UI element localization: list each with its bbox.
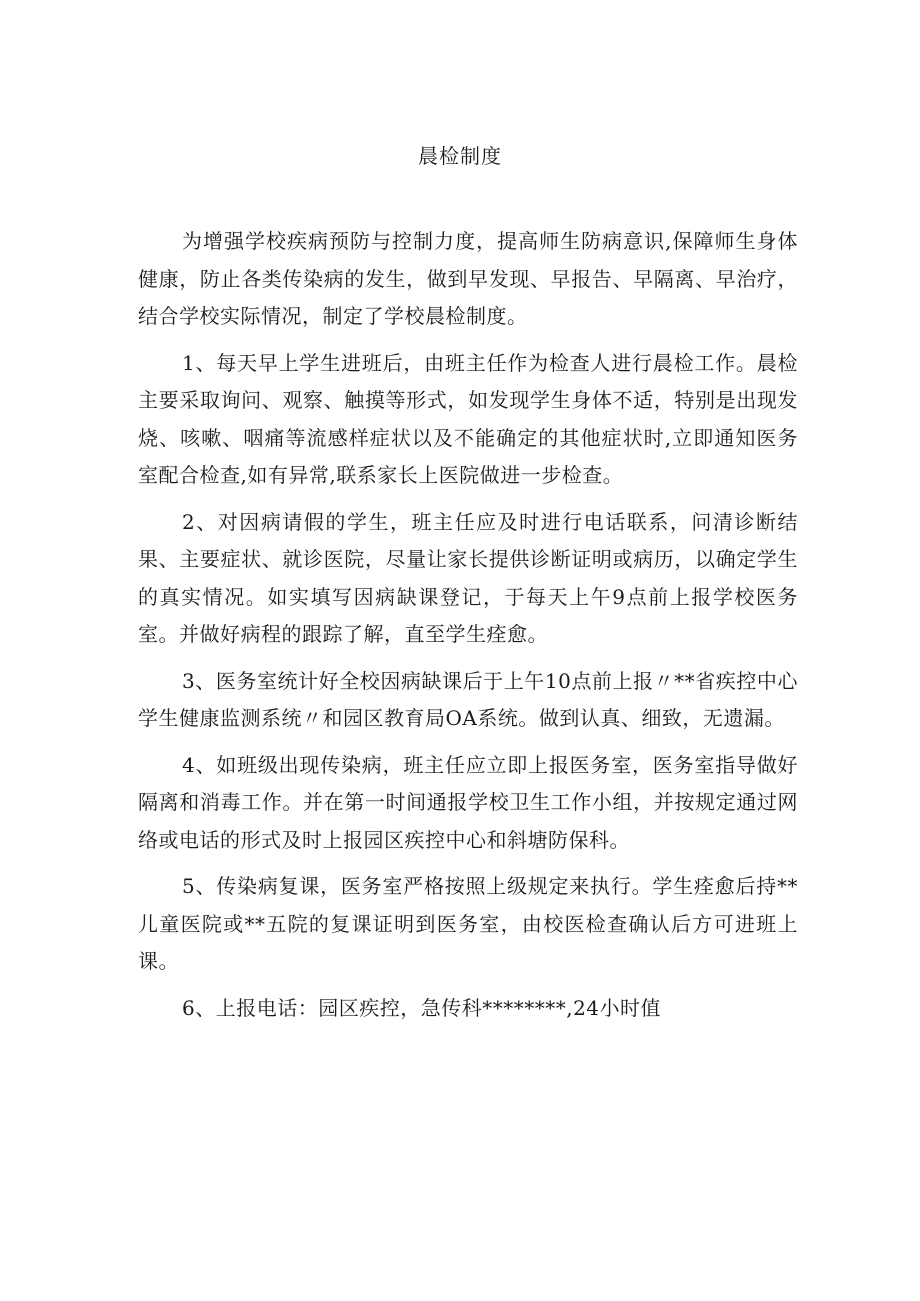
document-title: 晨检制度 [418, 144, 502, 168]
intro-paragraph: 为增强学校疾病预防与控制力度，提高师生防病意识,保障师生身体健康，防止各类传染病的发生，做到早发现、早报告、早隔离、早治疗，结合学校实际情况，制定了学校晨检制度。 [138, 229, 798, 328]
rule-4-paragraph: 4、如班级出现传染病，班主任应立即上报医务室，医务室指导做好隔离和消毒工作。并在第一时间通报学校卫生工作小组，并按规定通过网络或电话的形式及时上报园区疾控中心和斜塘防保科。 [138, 752, 798, 852]
rule-3-paragraph: 3、医务室统计好全校因病缺课后于上午10点前上报〃**省疾控中心学生健康监测系统〃和园区教育局OA系统。做到认真、细致，无遗漏。 [138, 668, 798, 730]
document-body [138, 223, 798, 1036]
rule-1-paragraph: 1、每天早上学生进班后，由班主任作为检查人进行晨检工作。晨检主要采取询问、观察、触摸等形式，如发现学生身体不适，特别是出现发烧、咳嗽、咽痛等流感样症状以及不能确定的其他症状时,立即通知医务室配合检查,如有异常,联系家长上医院做进一步检查。 [138, 350, 798, 487]
rule-5-paragraph: 5、传染病复课，医务室严格按照上级规定来执行。学生痊愈后持**儿童医院或**五院的复课证明到医务室，由校医检查确认后方可进班上课。 [138, 874, 798, 973]
rule-6-paragraph: 6、上报电话：园区疾控，急传科********,24小时值 [182, 995, 662, 1020]
rule-2-paragraph: 2、对因病请假的学生，班主任应及时进行电话联系，问清诊断结果、主要症状、就诊医院，尽量让家长提供诊断证明或病历，以确定学生的真实情况。如实填写因病缺课登记，于每天上午9点前上报学校医务室。并做好病程的跟踪了解，直至学生痊愈。 [138, 509, 798, 646]
